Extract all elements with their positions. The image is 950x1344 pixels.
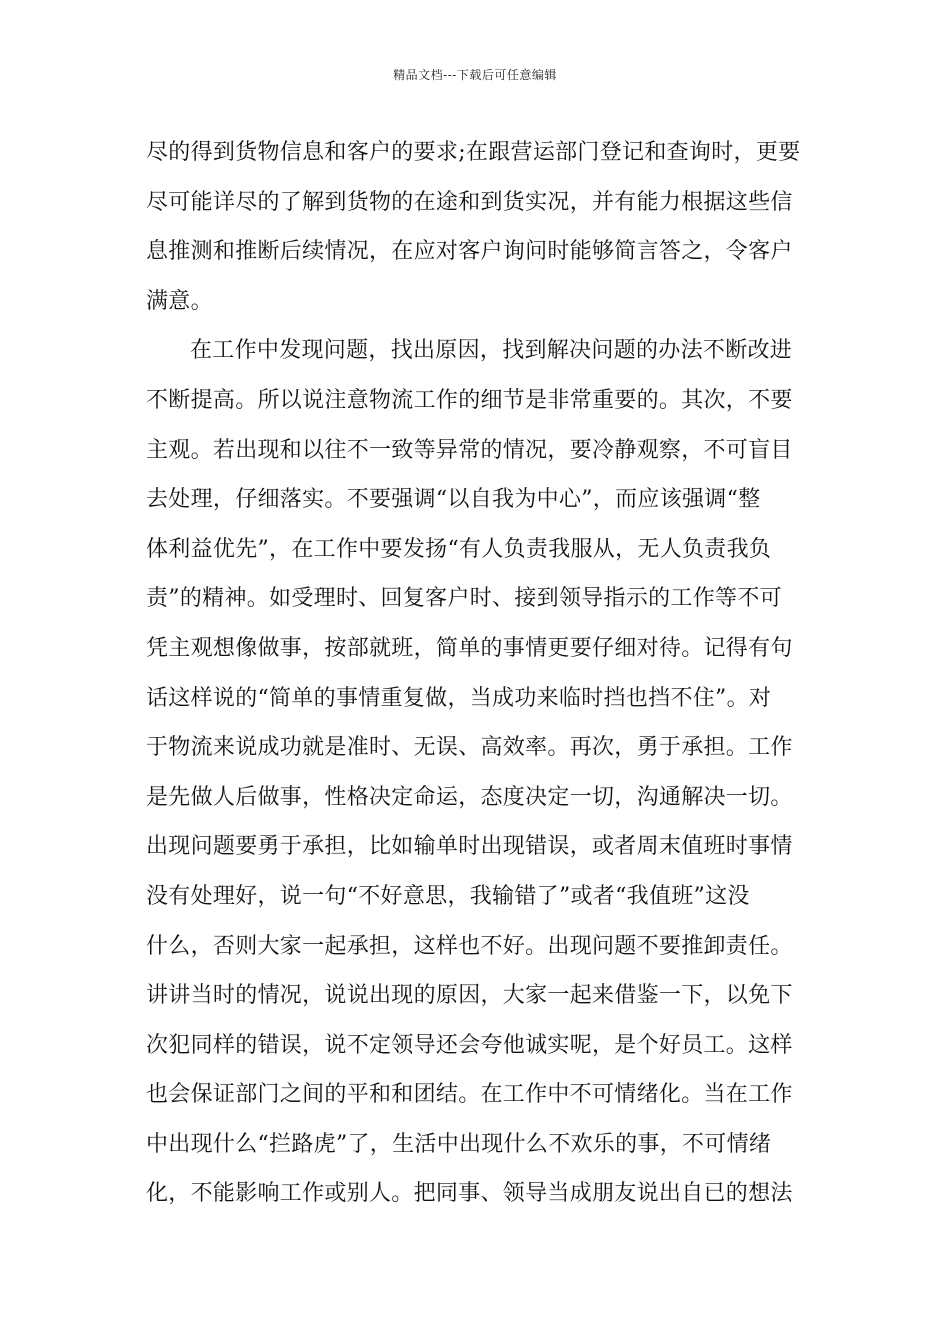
page-header: 精品文档---下载后可任意编辑 — [393, 68, 557, 82]
text-line: 去处理，仔细落实。不要强调“以自我为中心”，而应该强调“整 — [146, 487, 761, 513]
paragraph-2 — [146, 326, 806, 1219]
text-line: 不断提高。所以说注意物流工作的细节是非常重要的。其次，不要 — [146, 387, 793, 413]
text-line: 满意。 — [146, 288, 213, 314]
text-line-first: 在工作中发现问题，找出原因，找到解决问题的办法不断改进 — [190, 338, 793, 364]
text-line: 凭主观想像做事，按部就班，简单的事情更要仔细对待。记得有句 — [146, 635, 793, 661]
text-line: 话这样说的“简单的事情重复做，当成功来临时挡也挡不住”。对 — [146, 685, 772, 711]
text-line: 什么，否则大家一起承担，这样也不好。出现问题不要推卸责任。 — [146, 933, 793, 959]
text-line: 主观。若出现和以往不一致等异常的情况，要冷静观察，不可盲目 — [146, 437, 793, 463]
text-line: 也会保证部门之间的平和和团结。在工作中不可情绪化。当在工作 — [146, 1082, 793, 1108]
text-line: 讲讲当时的情况，说说出现的原因，大家一起来借鉴一下，以免下 — [146, 983, 793, 1009]
text-line: 息推测和推断后续情况，在应对客户询问时能够简言答之，令客户 — [146, 239, 793, 265]
text-line: 责”的精神。如受理时、回复客户时、接到领导指示的工作等不可 — [146, 586, 782, 612]
text-line: 尽的得到货物信息和客户的要求;在跟营运部门登记和查询时，更要 — [146, 140, 801, 165]
text-line: 中出现什么“拦路虎”了，生活中出现什么不欢乐的事，不可情绪 — [146, 1131, 772, 1157]
text-line: 化，不能影响工作或别人。把同事、领导当成朋友说出自已的想法 — [146, 1181, 793, 1207]
text-line: 体利益优先”，在工作中要发扬“有人负责我服从，无人负责我负 — [146, 536, 772, 562]
text-line: 尽可能详尽的了解到货物的在途和到货实况，并有能力根据这些信 — [146, 189, 793, 215]
document-body — [146, 128, 806, 1219]
text-line: 没有处理好，说一句“不好意思，我输错了”或者“我值班”这没 — [146, 883, 750, 909]
text-line: 于物流来说成功就是准时、无误、高效率。再次，勇于承担。工作 — [146, 735, 793, 761]
paragraph-1 — [146, 128, 806, 326]
text-line: 次犯同样的错误，说不定领导还会夸他诚实呢，是个好员工。这样 — [146, 1032, 793, 1058]
text-line: 是先做人后做事，性格决定命运，态度决定一切，沟通解决一切。 — [146, 784, 793, 810]
text-line: 出现问题要勇于承担，比如输单时出现错误，或者周末值班时事情 — [146, 834, 793, 860]
